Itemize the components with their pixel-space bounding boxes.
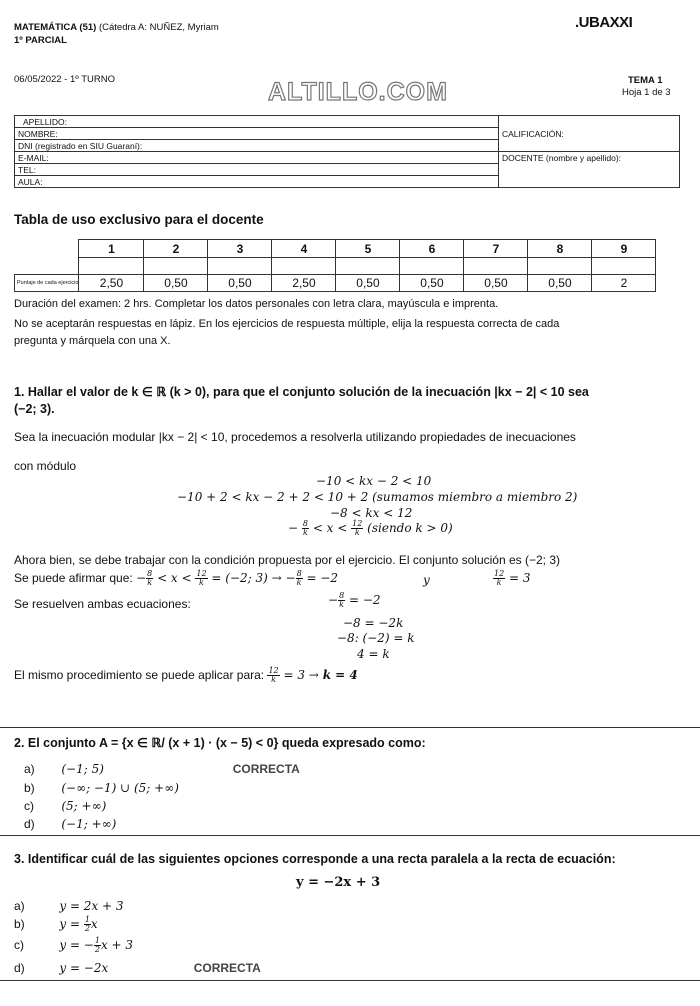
q3-statement: 3. Identificar cuál de las siguientes opciones corresponde a una recta paralela a la recta de ecuación:: [14, 852, 616, 866]
field-docente[interactable]: DOCENTE (nombre y apellido):: [499, 152, 680, 188]
score-value: 2,50: [272, 275, 336, 292]
q1-affirm: Se puede afirmar que: − $\frac{8}{k}$ < x < $\frac{12}{k}$ = (−2; 3) → − $\frac{8}{k}$ = −2: [14, 569, 339, 587]
score-value: 0,50: [208, 275, 272, 292]
instructions-pencil: No se aceptarán respuestas en lápiz. En los ejercicios de respuesta múltiple, elija la respuesta correcta de cada: [14, 318, 560, 330]
grade-cell[interactable]: [79, 258, 144, 275]
score-value: 2,50: [79, 275, 144, 292]
score-header: 5: [336, 240, 400, 258]
score-header: 3: [208, 240, 272, 258]
q1-statement: 1. Hallar el valor de k ∈ ℝ (k > 0), para que el conjunto solución de la inecuación |kx − 2| < 10 sea: [14, 385, 589, 399]
tema: TEMA 1: [628, 75, 663, 86]
score-header: 2: [144, 240, 208, 258]
q3-option-a[interactable]: a) y = 2x + 3: [14, 899, 124, 913]
q2-option-a[interactable]: a) (−1; 5) CORRECTA: [24, 762, 300, 776]
q3-option-c[interactable]: c) y = − $\frac{1}{2}$ x + 3: [14, 936, 134, 954]
exam-name: 1º PARCIAL: [14, 35, 67, 46]
score-header: 8: [528, 240, 592, 258]
q2-option-c[interactable]: c) (5; +∞): [24, 799, 107, 813]
correct-mark: CORRECTA: [232, 762, 300, 776]
student-form: [14, 115, 680, 188]
field-dni[interactable]: DNI (registrado en SIU Guaraní):: [15, 140, 499, 152]
q1-r1: − $\frac{8}{k}$ = −2: [328, 591, 381, 609]
q1-result: k = 4: [322, 668, 358, 682]
q1-eq3: $\frac{12}{k}$ = 3: [494, 569, 531, 587]
subject: MATEMÁTICA (51): [14, 22, 97, 33]
q1-r4: 4 = k: [357, 647, 390, 661]
grade-cell[interactable]: [144, 258, 208, 275]
y-word: y: [423, 573, 430, 587]
score-header: 6: [400, 240, 464, 258]
field-apellido[interactable]: APELLIDO:: [15, 116, 499, 128]
grade-cell[interactable]: [592, 258, 656, 275]
q2-option-d[interactable]: d) (−1; +∞): [24, 817, 117, 831]
divider: [0, 835, 700, 836]
grade-cell[interactable]: [208, 258, 272, 275]
divider: [0, 980, 700, 981]
instructions-mark: pregunta y márquela con una X.: [14, 335, 171, 347]
subject-line: [14, 22, 219, 33]
q1-final: El mismo procedimiento se puede aplicar para: $\frac{12}{k}$ = 3 → k = 4: [14, 666, 358, 684]
q2-option-b[interactable]: b) (−∞; −1) ∪ (5; +∞): [24, 781, 179, 795]
q3-equation: y = −2x + 3: [296, 875, 381, 890]
divider: [0, 727, 700, 728]
instructions-duration: Duración del examen: 2 hrs. Completar los datos personales con letra clara, mayúscula e imprenta.: [14, 298, 499, 310]
watermark: ALTILLO.COM: [268, 78, 448, 106]
score-header: 7: [464, 240, 528, 258]
q1-condition: Ahora bien, se debe trabajar con la condición propuesta por el ejercicio. El conjunto solución es (−2; 3): [14, 553, 560, 567]
grade-cell[interactable]: [272, 258, 336, 275]
field-aula[interactable]: AULA:: [15, 176, 499, 188]
score-value: 2: [592, 275, 656, 292]
q1-intro: Sea la inecuación modular |kx − 2| < 10, procedemos a resolverla utilizando propiedades de inecuaciones: [14, 430, 576, 444]
q1-step-3: −8 < kx < 12: [330, 506, 413, 520]
q3-option-d[interactable]: d) y = −2x CORRECTA: [14, 961, 261, 975]
q2-statement: 2. El conjunto A = {x ∈ ℝ/ (x + 1) · (x − 5) < 0} queda expresado como:: [14, 736, 426, 750]
q3-option-b[interactable]: b) y = $\frac{1}{2}$ x: [14, 915, 98, 933]
grade-cell[interactable]: [336, 258, 400, 275]
fraction: $\frac{8}{k}$: [302, 519, 308, 537]
brand-logo: .UBAXXI: [575, 14, 633, 31]
score-row-label: Puntaje de cada ejercicio: [15, 275, 79, 292]
score-header: 1: [79, 240, 144, 258]
score-header: 9: [592, 240, 656, 258]
date-turn: 06/05/2022 - 1º TURNO: [14, 74, 115, 85]
field-calificacion[interactable]: CALIFICACIÓN:: [499, 116, 680, 152]
catedra: (Cátedra A: NUÑEZ, Myriam: [98, 22, 219, 33]
field-email[interactable]: E-MAIL:: [15, 152, 499, 164]
score-value: 0,50: [336, 275, 400, 292]
q1-resolve-label: Se resuelven ambas ecuaciones:: [14, 597, 191, 611]
field-nombre[interactable]: NOMBRE:: [15, 128, 499, 140]
score-value: 0,50: [464, 275, 528, 292]
grade-cell[interactable]: [400, 258, 464, 275]
score-table: [14, 239, 656, 292]
q1-r3: −8: (−2) = k: [337, 631, 415, 645]
field-tel[interactable]: TEL:: [15, 164, 499, 176]
sheet-number: Hoja 1 de 3: [622, 87, 671, 98]
minus-sign: −: [288, 521, 299, 535]
q1-r2: −8 = −2k: [343, 616, 404, 630]
q1-step-2: −10 + 2 < kx − 2 + 2 < 10 + 2 (sumamos miembro a miembro 2): [177, 490, 578, 504]
q1-step-1: −10 < kx − 2 < 10: [316, 474, 432, 488]
score-value: 0,50: [400, 275, 464, 292]
score-header: 4: [272, 240, 336, 258]
score-value: 0,50: [144, 275, 208, 292]
score-value: 0,50: [528, 275, 592, 292]
grade-cell[interactable]: [464, 258, 528, 275]
correct-mark: CORRECTA: [193, 961, 261, 975]
score-table-title: Tabla de uso exclusivo para el docente: [14, 212, 264, 227]
fraction: $\frac{12}{k}$: [352, 519, 363, 537]
q1-step-4: − $\frac{8}{k}$ < x < $\frac{12}{k}$ (siendo k > 0): [288, 519, 453, 537]
q1-intro-cont: con módulo: [14, 459, 77, 473]
q1-statement-cont: (−2; 3).: [14, 402, 55, 416]
grade-cell[interactable]: [528, 258, 592, 275]
